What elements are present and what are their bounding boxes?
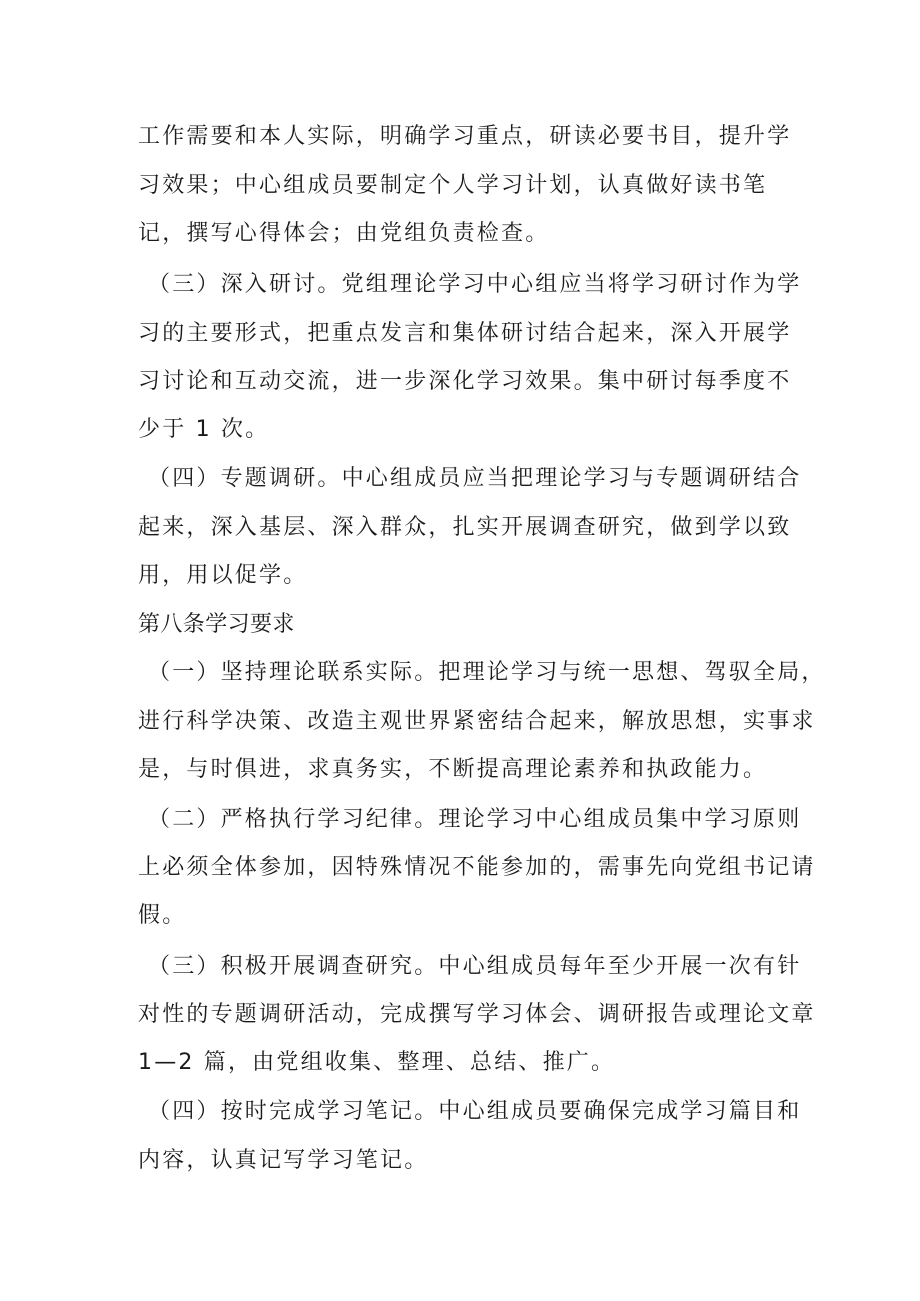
paragraph-san-discussion: （三）深入研讨。党组理论学习中心组应当将学习研讨作为学 bbox=[148, 272, 802, 297]
paragraph-san-survey: （三）积极开展调查研究。中心组成员每年至少开展一次有针 bbox=[148, 954, 802, 979]
text-line: 内容，认真记写学习笔记。 bbox=[138, 1148, 429, 1173]
text-line: 工作需要和本人实际，明确学习重点，研读必要书目，提升学 bbox=[138, 124, 792, 149]
text-line: 1—2 篇，由党组收集、整理、总结、推广。 bbox=[138, 1050, 616, 1075]
text-line: 习讨论和互动交流，进一步深化学习效果。集中研讨每季度不 bbox=[138, 369, 792, 394]
text-line: 进行科学决策、改造主观世界紧密结合起来，解放思想，实事求 bbox=[138, 709, 816, 734]
article-heading: 第八条学习要求 bbox=[138, 612, 295, 637]
text-line: 记，撰写心得体会；由党组负责检查。 bbox=[138, 221, 550, 246]
paragraph-si-research: （四）专题调研。中心组成员应当把理论学习与专题调研结合 bbox=[148, 466, 802, 491]
paragraph-yi-theory-practice: （一）坚持理论联系实际。把理论学习与统一思想、驾驭全局， bbox=[148, 660, 826, 685]
text-line: 起来，深入基层、深入群众，扎实开展调查研究，做到学以致 bbox=[138, 515, 792, 540]
text-line: 用，用以促学。 bbox=[138, 563, 308, 588]
text-line: 假。 bbox=[138, 903, 187, 928]
text-line: 对性的专题调研活动，完成撰写学习体会、调研报告或理论文章 bbox=[138, 1002, 816, 1027]
text-line: 习效果；中心组成员要制定个人学习计划，认真做好读书笔 bbox=[138, 173, 768, 198]
text-line: 习的主要形式，把重点发言和集体研讨结合起来，深入开展学 bbox=[138, 321, 792, 346]
text-line: 上必须全体参加，因特殊情况不能参加的，需事先向党组书记请 bbox=[138, 855, 816, 880]
text-line: 少于 1 次。 bbox=[138, 417, 270, 442]
paragraph-er-discipline: （二）严格执行学习纪律。理论学习中心组成员集中学习原则 bbox=[148, 807, 802, 832]
text-line: 是，与时俱进，求真务实，不断提高理论素养和执政能力。 bbox=[138, 757, 768, 782]
paragraph-si-notes: （四）按时完成学习笔记。中心组成员要确保完成学习篇目和 bbox=[148, 1099, 802, 1124]
